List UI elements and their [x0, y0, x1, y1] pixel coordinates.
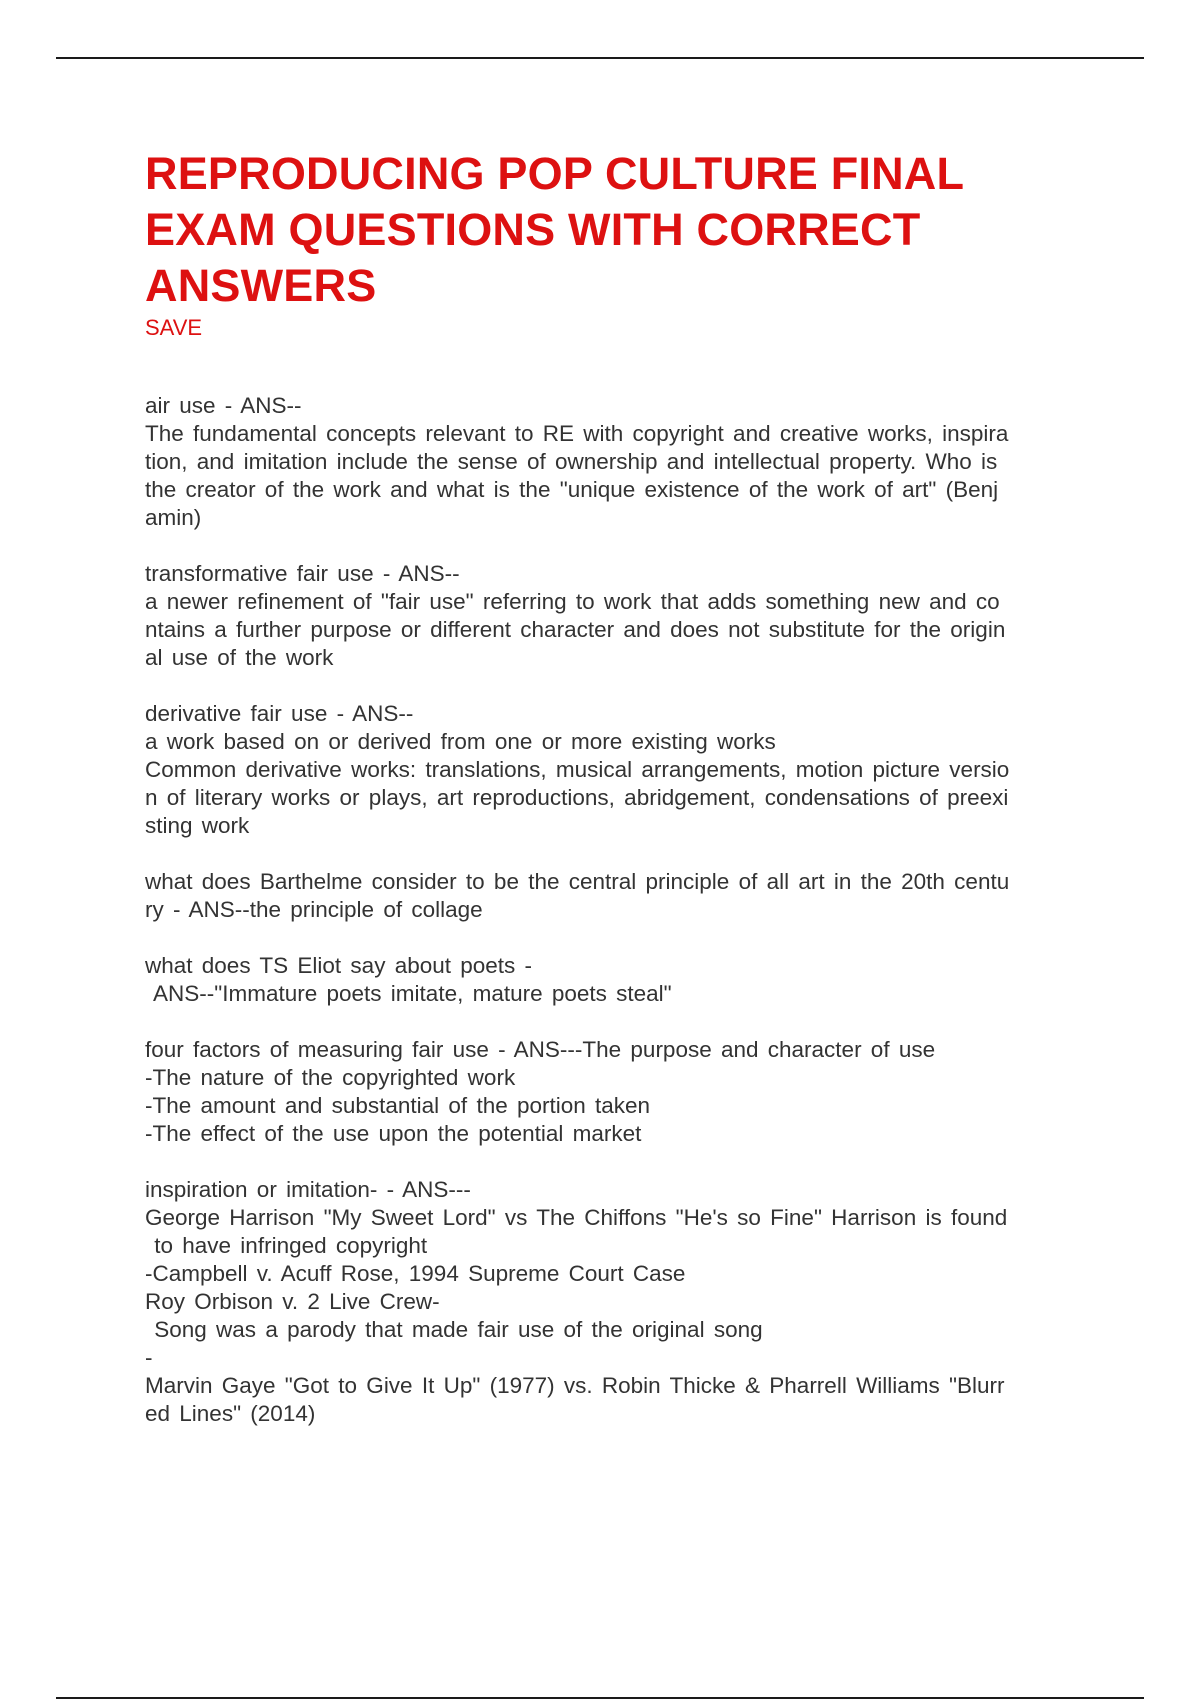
- qa-entry: [145, 560, 1085, 672]
- document-title: [145, 146, 1085, 314]
- qa-entry-line: al use of the work: [145, 645, 334, 670]
- qa-entry-line: Common derivative works: translations, musical arrangements, motion picture versio: [145, 757, 1010, 782]
- qa-entry: [145, 952, 1085, 1008]
- qa-entry-line: ANS--"Immature poets imitate, mature poets steal": [145, 981, 672, 1006]
- qa-entry-line: -The effect of the use upon the potential market: [145, 1121, 642, 1146]
- qa-entry-line: -: [145, 1345, 153, 1370]
- title-line-3: ANSWERS: [145, 260, 377, 311]
- qa-entries: [145, 392, 1085, 1428]
- qa-entry-line: n of literary works or plays, art reproductions, abridgement, condensations of preexi: [145, 785, 1009, 810]
- top-divider: [56, 57, 1144, 59]
- qa-entry-line: George Harrison "My Sweet Lord" vs The Chiffons "He's so Fine" Harrison is found: [145, 1205, 1008, 1230]
- qa-entry-line: -The nature of the copyrighted work: [145, 1065, 516, 1090]
- qa-entry-line: inspiration or imitation- - ANS---: [145, 1177, 471, 1202]
- qa-entry-line: to have infringed copyright: [145, 1233, 428, 1258]
- qa-entry-line: ed Lines" (2014): [145, 1401, 316, 1426]
- qa-entry-line: Marvin Gaye "Got to Give It Up" (1977) vs. Robin Thicke & Pharrell Williams "Blurr: [145, 1373, 1005, 1398]
- qa-entry-line: what does TS Eliot say about poets -: [145, 953, 533, 978]
- qa-entry-line: ry - ANS--the principle of collage: [145, 897, 483, 922]
- qa-entry-line: Roy Orbison v. 2 Live Crew-: [145, 1289, 440, 1314]
- title-line-1: REPRODUCING POP CULTURE FINAL: [145, 148, 965, 199]
- qa-entry-line: a newer refinement of "fair use" referring to work that adds something new and co: [145, 589, 1000, 614]
- qa-entry-line: transformative fair use - ANS--: [145, 561, 460, 586]
- qa-entry-line: -Campbell v. Acuff Rose, 1994 Supreme Court Case: [145, 1261, 686, 1286]
- title-line-2: EXAM QUESTIONS WITH CORRECT: [145, 204, 921, 255]
- qa-entry-line: the creator of the work and what is the "unique existence of the work of art" (Benj: [145, 477, 999, 502]
- qa-entry-line: a work based on or derived from one or more existing works: [145, 729, 776, 754]
- qa-entry-line: air use - ANS--: [145, 393, 302, 418]
- qa-entry-line: tion, and imitation include the sense of ownership and intellectual property. Who is: [145, 449, 998, 474]
- qa-entry-line: derivative fair use - ANS--: [145, 701, 414, 726]
- qa-entry: [145, 700, 1085, 840]
- qa-entry-line: amin): [145, 505, 202, 530]
- qa-entry: [145, 392, 1085, 532]
- bottom-divider: [56, 1697, 1144, 1699]
- qa-entry: [145, 868, 1085, 924]
- qa-entry: [145, 1036, 1085, 1148]
- qa-entry-line: four factors of measuring fair use - ANS---The purpose and character of use: [145, 1037, 936, 1062]
- qa-entry-line: what does Barthelme consider to be the central principle of all art in the 20th centu: [145, 869, 1010, 894]
- save-label: SAVE: [145, 315, 203, 340]
- qa-entry-line: -The amount and substantial of the portion taken: [145, 1093, 651, 1118]
- qa-entry-line: The fundamental concepts relevant to RE with copyright and creative works, inspira: [145, 421, 1009, 446]
- qa-entry-line: sting work: [145, 813, 250, 838]
- qa-entry: [145, 1176, 1085, 1428]
- document-body: [145, 146, 1085, 1456]
- qa-entry-line: ntains a further purpose or different character and does not substitute for the origin: [145, 617, 1006, 642]
- qa-entry-line: Song was a parody that made fair use of the original song: [145, 1317, 763, 1342]
